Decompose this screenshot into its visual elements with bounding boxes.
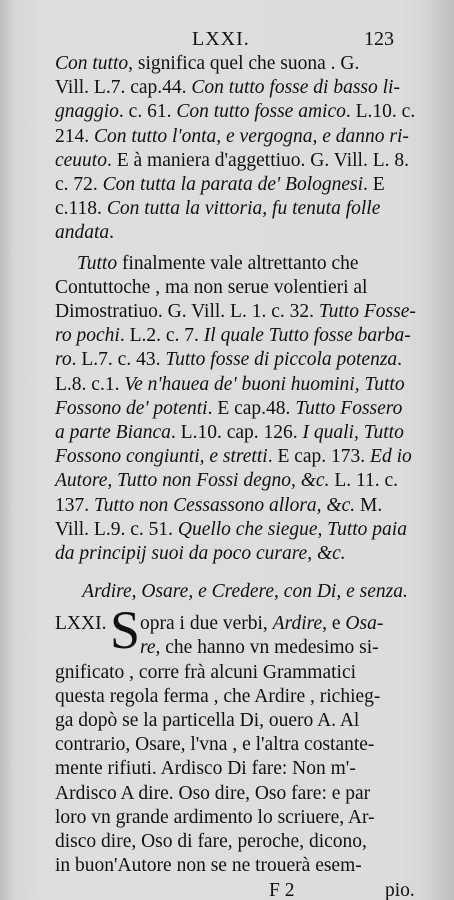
header-section: LXXI. xyxy=(192,28,250,50)
italic-run: ro pochi xyxy=(55,325,120,347)
italic-run: Con tutto fosse di basso li- xyxy=(191,77,400,99)
text-line xyxy=(55,397,435,421)
text-run: contrario, Osare, l'vna , e l'altra costante- xyxy=(55,734,375,756)
text-run: . L.10. cap. 126. xyxy=(170,422,303,444)
italic-run: Con tutta la parata de' Bolognesi xyxy=(102,174,364,196)
text-run: . E à maniera d'aggettiuo. G. Vill. L. 8. xyxy=(106,149,409,171)
text-run: Ardisco A dire. Oso dire, Oso fare: e par xyxy=(55,782,371,804)
text-run: ga dopò se la particella Di, ouero A. Al xyxy=(55,710,360,732)
italic-run: Tutto Fosse- xyxy=(318,301,416,323)
text-run: Vill. L.9. c. 51. xyxy=(55,518,178,540)
catchword: pio. xyxy=(385,879,415,900)
text-run: . E xyxy=(363,174,385,196)
text-run: c. 72. xyxy=(55,174,103,196)
italic-run: Con tutto xyxy=(55,53,129,74)
section-title: Ardire, Osare, e Credere, con Di, e senza. xyxy=(82,581,408,603)
text-run: , significa quel che suona . G. xyxy=(128,53,360,74)
text-run: . c. 61. xyxy=(118,101,177,123)
italic-run: Quello che siegue, Tutto paia xyxy=(177,518,407,540)
text-line xyxy=(55,300,435,324)
text-run: . E cap. 173. xyxy=(267,446,371,468)
text-line xyxy=(55,782,435,806)
text-run: disco dire, Oso di fare, peroche, dicono, xyxy=(55,831,367,853)
text-line xyxy=(55,197,435,221)
text-line xyxy=(55,494,435,518)
text-run: . E cap.48. xyxy=(207,397,296,419)
text-line xyxy=(55,421,435,445)
signature-mark: F 2 xyxy=(269,879,295,900)
text-line xyxy=(55,221,435,245)
italic-run: Fossono de' potenti xyxy=(55,397,208,419)
italic-run: Fossono congiunti, e stretti xyxy=(55,446,268,468)
italic-run: I quali, Tutto xyxy=(302,422,404,444)
text-run: , e xyxy=(322,613,346,635)
text-run: . L.2. c. 7. xyxy=(119,325,204,347)
text-line xyxy=(55,830,435,854)
italic-run: Ed io xyxy=(370,446,412,468)
italic-run: Osa- xyxy=(345,613,384,635)
text-line xyxy=(55,76,435,100)
text-run: mente rifiuti. Ardisco Di fare: Non m'- xyxy=(55,758,356,780)
italic-run: Autore, Tutto non Fossi degno, &c. xyxy=(55,470,330,492)
italic-run: Ardire xyxy=(272,613,323,635)
italic-run: Tutto xyxy=(77,252,118,274)
text-line xyxy=(55,709,435,733)
text-run: gnificato , corre frà alcuni Grammatici xyxy=(55,661,357,683)
italic-run: andata xyxy=(55,222,110,244)
page-edge-shadow xyxy=(424,0,454,900)
drop-cap: S xyxy=(110,600,141,661)
text-run: Dimostratiuo. G. Vill. L. 1. c. 32. xyxy=(55,301,319,323)
text-line xyxy=(55,757,435,781)
text-line xyxy=(77,252,435,276)
text-line xyxy=(55,373,435,397)
text-run: . xyxy=(397,349,403,371)
text-run: L.8. c.1. xyxy=(55,373,125,395)
text-line xyxy=(55,518,435,542)
text-line xyxy=(55,469,435,493)
text-run: M. xyxy=(355,494,383,516)
text-line xyxy=(55,100,435,124)
text-run: c.118. xyxy=(55,198,107,220)
italic-run: ceuuto xyxy=(55,149,107,171)
text-line xyxy=(140,636,435,660)
text-line xyxy=(55,276,435,300)
text-run: . L.10. c. xyxy=(345,101,416,123)
text-run: Contuttoche , ma non serue volentieri al xyxy=(55,276,368,298)
text-run: L. 11. c. xyxy=(329,470,399,492)
italic-run: re xyxy=(140,637,156,659)
text-line xyxy=(55,661,435,685)
text-line xyxy=(55,445,435,469)
text-line xyxy=(55,806,435,830)
italic-run: Il quale Tutto fosse barba- xyxy=(203,325,411,347)
page-footer xyxy=(55,879,435,900)
text-run: , che hanno vn medesimo si- xyxy=(155,637,379,659)
text-run: . xyxy=(109,222,115,244)
italic-run: Con tutta la vittoria, fu tenuta folle xyxy=(106,198,381,220)
text-line xyxy=(55,733,435,757)
text-line xyxy=(55,854,435,878)
text-line xyxy=(55,52,435,76)
text-run: loro vn grande ardimento lo scriuere, Ar- xyxy=(55,806,375,828)
running-header xyxy=(0,28,454,54)
italic-run: Tutto fosse di piccola potenza xyxy=(165,349,398,371)
text-block xyxy=(55,52,435,900)
italic-run: ro xyxy=(55,349,72,371)
italic-run: a parte Bianca xyxy=(55,422,171,444)
text-line xyxy=(55,542,435,566)
text-line xyxy=(55,125,435,149)
text-run: finalmente vale altrettanto che xyxy=(117,252,359,274)
section-label: LXXI. xyxy=(55,613,107,635)
text-run: opra i due verbi, xyxy=(140,613,273,635)
text-run: Vill. L.7. cap.44. xyxy=(55,77,192,99)
italic-run: Con tutto l'onta, e vergogna, e danno ri- xyxy=(94,125,409,147)
italic-run: Ve n'hauea de' buoni huomini, Tutto xyxy=(124,373,405,395)
text-line xyxy=(55,348,435,372)
text-run: questa regola ferma , che Ardire , richieg- xyxy=(55,685,381,707)
page-number: 123 xyxy=(364,28,394,50)
text-line xyxy=(55,149,435,173)
text-line xyxy=(55,685,435,709)
italic-run: da principij suoi da poco curare, &c. xyxy=(55,543,346,565)
text-line xyxy=(55,324,435,348)
italic-run: Tutto Fossero xyxy=(295,397,403,419)
text-line xyxy=(55,173,435,197)
italic-run: gnaggio xyxy=(55,101,119,123)
text-run: . L.7. c. 43. xyxy=(71,349,166,371)
italic-run: Con tutto fosse amico xyxy=(176,101,346,123)
text-run: in buon'Autore non se ne trouerà esem- xyxy=(55,855,362,877)
text-run: 137. xyxy=(55,494,94,516)
italic-run: Tutto non Cessassono allora, &c. xyxy=(94,494,356,516)
text-run: 214. xyxy=(55,125,94,147)
